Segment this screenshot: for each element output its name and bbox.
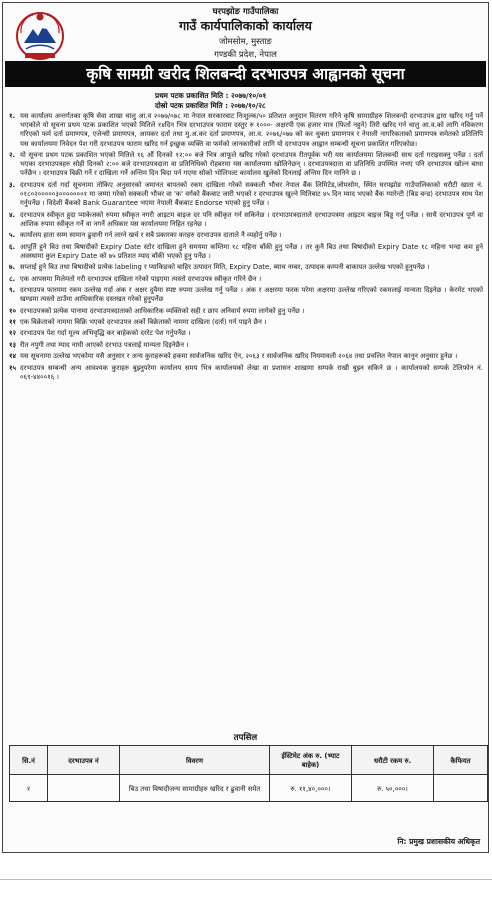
item-number: १. (9, 112, 16, 120)
item-number: ३. (9, 180, 16, 189)
item-text: दरभाउपत्र फारममा रकम उल्लेख गर्दा अंक र अक्षर दुवैमा स्पष्ट रुपमा उल्लेख गर्नु पर्नेछ । अंक र अक्षरमा फरक परेमा अक्षरमा उल्लेख गरिएको रकमलाई मान्यता दिइनेछ । केरमेट भएको खण्डमा त्यस्तो ठाउँमा आधिकारिक दस्तखत गरेको हुनुपर्नेछ (20, 285, 483, 304)
schedule-label: तपसिल (233, 733, 258, 743)
office-name: गाउँ कार्यपालिकाको कार्यालय (179, 18, 312, 33)
item-number: ५. (9, 231, 16, 240)
notice-item (9, 211, 483, 229)
notice-item (9, 275, 483, 284)
table-row (10, 775, 488, 802)
column-header: सि.नं (10, 746, 48, 775)
notice-item (9, 341, 483, 350)
item-text: दरभाउपत्र दर्ता गर्दा सूचनामा तोकिए अनुसारको जमानत बापतको रकम दाखिला गरेको सक्कली भौचर नेपाल बैंक लिमिटेड,जोमसोम, स्थित घरपझोङ गाउँपालिकाको धरौटी खाता नं. ०१८०२०००००३०००००००१ मा जम्मा गरेको सक्कली भौचर वा 'क' वर्गको बैंकबाट जारी भएको र दरभाउपत्र खुल्ने मितिबाट ४५ दिन म्याद भएको बैंक ग्यारेन्टी (बिड बन्ड) दरभाउपत्र साथ पेश गर्नुपर्नेछ । विदेशी बैंकको Bank Guarantee भएमा नेपाली बैंकबाट Endorse भएको हुनु पर्नेछ । (20, 180, 483, 208)
item-number: १३ (9, 340, 17, 349)
item-number: ६. (9, 242, 16, 251)
item-text: कार्यालय हाता सम्म सामान ढुवानी गर्न लाग्ने खर्च र सबै प्रकारका करहरु दरभाउपत्र दाताले नै व्यहोर्नु पर्नेछ । (20, 231, 282, 240)
item-text: सप्लाई हुने बिउ तथा बिषादीको प्रत्येक labeling र प्याकिङको बाहिर उत्पादन मिति, Expiry Date, ब्याच नम्बर, उत्पादक कम्पनी बाकायत उल्लेख भएको हुनुपर्नेछ । (20, 263, 430, 272)
item-number: ८. (9, 274, 16, 283)
column-header: ईस्टिमेट अंक रु. (भ्याट बाहेक) (270, 746, 352, 775)
item-number: ९. (9, 285, 16, 294)
item-text: एक आपसमा मिलेमतो गरी दरभाउपत्र दाखिला गरेको पाइएमा त्यस्तो दरभाउपत्र स्वीकृत गरिने छैन । (20, 274, 262, 283)
item-text: आपूर्ति हुने बिउ तथा बिषादीको Expiry Date स्टोर दाखिला हुने समयमा कम्तिमा १८ महिना बाँकी हुनु पर्नेछ । तर कुनै बिउ तथा बिषादीको Expiry Date १८ महिना भन्दा कम हुने अवस्थामा कुल Expiry Date को ७५ प्रतिशत म्याद बाँकी भएको हुनु पर्नेछ । (20, 242, 483, 260)
item-text: दरभाउपत्र स्वीकृत हुदा प्याकेजको रुपमा स्वीकृत नगरी आइटम बाइज दर पनि स्वीकृत गर्न सकिनेछ । दरभाउपत्रदाताले दरभाउपत्रमा आइटम बाइज बिड्ड गर्नु पर्नेछ । साथै दरभाउपत्र पूर्ण वा आंशिक रुपमा स्वीकृत गर्ने वा नगर्ने अधिकार यस कार्यालयमा निहित रहनेछ । (20, 210, 483, 228)
column-header: विवरण (120, 746, 270, 775)
notice-item (9, 231, 483, 240)
schedule-table (9, 745, 488, 802)
province-name: गण्डकी प्रदेश, नेपाल (214, 50, 277, 60)
municipality-name: घरपझोङ गाउँपालिका (212, 7, 279, 17)
item-number: ७. (9, 263, 16, 272)
notice-item (9, 307, 483, 316)
notice-item (9, 181, 483, 209)
notice-item (9, 352, 483, 361)
item-number: १० (9, 306, 17, 315)
column-header: कैफियत (434, 746, 488, 775)
item-text: यस कार्यालय अन्तर्गतका कृषि सेवा शाखा चालु आ.व २०७७/०७८ मा नेपाल सरकारबाट निःशुल्क/५० प्रतिशत अनुदान वितरण गरिने कृषि सामाग्रीहरु शिलबन्दी दरभाउपत्र द्वारा खरिद गर्नु पर्ने भएकोले यो सूचना प्रथम पटक प्रकाशित भएको मितिले १४दिन भित्र दरभाउपत्र फाराम दस्तुर रु १०००- अक्षरपी एक हजार मात्र (फिर्ता नहुने) तिरी खरिद गर्न चालु आ.व.को लागि नविकरण गरिएको फर्म दर्ता प्रमाणपत्र, एजेन्सी प्रमाणपत्र, आयकर दर्ता तथा मु.अ.कर दर्ता प्रमाणपत्र, आ.व. २०७६/०७७ को कर चुक्ता प्रमाणपत्र र नेपाली नागरिकताको प्रमाणपत्र समेतको प्रतिलिपि यस कार्यालयमा निवेदन पेश गरी दरभाउपत्र फाराम खरिद गर्न इच्छुक व्यक्ति वा फर्मको जानकारीको लागि यो दरभाउपत्र आह्वान सम्बन्धी सूचना प्रकाशित गरिएकोछ। (20, 112, 483, 148)
item-text: रीत नपुगी तथा म्याद नाघी आएको दरभाउ पत्रलाई मान्यता दिइनेछैन । (20, 340, 189, 349)
table-cell: १ (10, 775, 48, 802)
item-number: १२ (9, 329, 17, 338)
notice-item (9, 329, 483, 338)
office-location: जोमसोम, मुस्ताङ (219, 37, 272, 47)
item-text: दरभाउपत्रको प्रत्येक पानामा दरभाउपत्रदाताको आधिकारिक व्यक्तिको सही र छाप अनिवार्य रुपमा लागेको हुनु पर्नेछ । (20, 306, 305, 315)
notice-item (9, 243, 483, 261)
item-number: २. (9, 151, 16, 159)
notice-item (9, 286, 483, 304)
second-publication-date: दोस्रो पटक प्रकाशित मिति : २०७७/१०/२८ (155, 101, 266, 110)
notice-item (9, 263, 483, 272)
item-text: एक बिक्रेताको नाममा बिक्रि भएको दरभाउपत्र अर्को बिक्रेताको नाममा दाखिला (दर्ता) गर्न पाइने छैन । (20, 317, 267, 326)
notice-box (2, 2, 489, 853)
first-publication-date: प्रथम पटक प्रकाशित मिति : २०७७/१०/०१ (155, 91, 267, 100)
item-text: यो सूचना प्रथम पटक प्रकाशित भएको मितिले १६ औं दिनको १२:०० बजे भित्र आफूले खरिद गरेको दरभाउपत्र रीतपूर्वक भरी यस कार्यालयमा शिलबन्दी साथ दर्ता गराइसक्नु पर्नेछ । दर्ता भएका दरभाउपत्रहरु सोही दिनको २:०० बजे दरभाउपत्रदाता वा प्रतिनिधिको रोहबरमा यस कार्यालयमा खोलिनेछन् । दरभाउपत्रदाता वा प्रतिनिधि उपस्थित नभए पनि दरभाउपत्र खोल्न बाधा पर्नेछैन । दरभाउपत्र बिक्री गर्ने र दाखिला गर्ने अन्तिम दिन बिदा पर्न गएमा सोको भोलिपल्ट कार्यालय खुलेको दिनलाई अन्तिम दिन मानिने छ । (20, 151, 483, 178)
notice-item (9, 364, 483, 382)
signature-line: नि: प्रमुख प्रशासकीय अधिकृत (397, 837, 480, 846)
item-number: १५ (9, 363, 17, 372)
notice-item (9, 151, 483, 179)
table-cell: बिउ तथा बिषादीजन्य सामाग्रीहरु खरिद र ढुवानी समेत (120, 775, 270, 802)
column-header: दरभाउपत्र नं (48, 746, 120, 775)
notice-title: कृषि सामग्री खरीद शिलबन्दी दरभाउपत्र आह्वानको सूचना (5, 61, 486, 87)
item-text: दरभाउपत्र सम्बन्धी अन्य आवश्यक कुराहरु बुझ्नुपरेमा कार्यालय समय भित्र कार्यालयको लेखा वा प्रशासन शाखामा सम्पर्क राखी बुझ्न सकिने छ । कार्यालयको सम्पर्क टेलिफोन नं. ०६९-४४००१६ । (20, 363, 483, 381)
notice-item (9, 112, 483, 149)
table-cell: रु. ११,४०,०००। (270, 775, 352, 802)
item-text: यस सूचनामा उल्लेख भएकोमा यसै अनुसार र अन्य कुराहरूको हकमा सार्वजनिक खरिद ऐन, २०६३ र सार्वजनिक खरिद नियमावली २०६४ तथा प्रचलित नेपाल कानून अनुसार हुनेछ । (20, 352, 458, 361)
notice-items (9, 112, 483, 384)
bottom-divider (0, 879, 492, 880)
item-number: ११ (9, 317, 17, 326)
table-cell: रु. ५०,०००। (352, 775, 434, 802)
item-number: १४ (9, 352, 17, 361)
column-header: धरौटी रकम रु. (352, 746, 434, 775)
table-cell (48, 775, 120, 802)
item-text: दरभाउपत्र पेश गर्दा मूल्य अभिवृद्धि कर बाहेकको दररेट पेश गर्नुपर्नेछ । (20, 329, 191, 338)
table-cell (434, 775, 488, 802)
notice-item (9, 318, 483, 327)
item-number: ४. (9, 210, 16, 219)
table-header-row (10, 746, 488, 775)
